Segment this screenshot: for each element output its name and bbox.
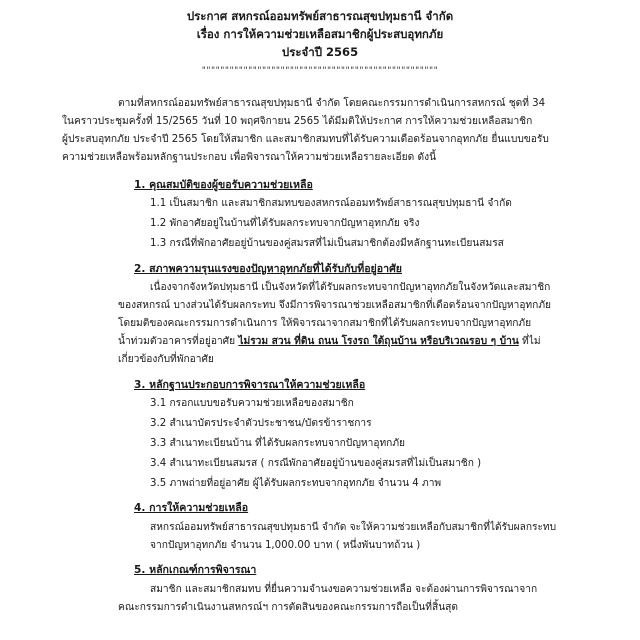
list-item: 1.1 เป็นสมาชิก และสมาชิกสมทบของสหกรณ์ออมทรัพย์สาธารณสุขปทุมธานี จำกัด bbox=[150, 198, 512, 209]
intro-line: ตามที่สหกรณ์ออมทรัพย์สาธารณสุขปทุมธานี จำกัด โดยคณะกรรมการดำเนินการสหกรณ์ ชุดที่ 34 bbox=[118, 98, 546, 109]
paragraph-line: คณะกรรมการดำเนินงานสหกรณ์ฯ การตัดสินของคณะกรรมการถือเป็นที่สิ้นสุด bbox=[118, 602, 459, 613]
list-item: 3.3 สำเนาทะเบียนบ้าน ที่ได้รับผลกระทบจากปัญหาอุทกภัย bbox=[150, 438, 406, 449]
section-heading-5: 5. หลักเกณฑ์การพิจารณา bbox=[134, 564, 257, 576]
paragraph-line: จากปัญหาอุทกภัย จำนวน 1,000.00 บาท ( หนึ่งพันบาทถ้วน ) bbox=[150, 540, 421, 551]
intro-line: ผู้ประสบอุทกภัย ประจำปี 2565 โดยให้สมาชิก และสมาชิกสมทบที่ได้รับความเดือดร้อนจากอุทกภัย ยื่นแบบขอรับ bbox=[62, 134, 549, 145]
section-heading-4: 4. การให้ความช่วยเหลือ bbox=[134, 502, 249, 514]
list-item: 3.1 กรอกแบบขอรับความช่วยเหลือของสมาชิก bbox=[150, 398, 354, 409]
paragraph-line: น้ำท่วมตัวอาคารที่อยู่อาศัย ไม่รวม สวน ที่ดิน ถนน โรงรถ ใต้ถุนบ้าน หรือบริเวณรอบ ๆ บ้าน ที่ไม่ bbox=[118, 336, 541, 347]
decorative-divider: """"""""""""""""""""""""""""""""""""""""""""""""""" bbox=[201, 66, 439, 76]
paragraph-line: สหกรณ์ออมทรัพย์สาธารณสุขปทุมธานี จำกัด จะให้ความช่วยเหลือกับสมาชิกที่ได้รับผลกระทบ bbox=[150, 522, 557, 533]
announcement-title: ประกาศ สหกรณ์ออมทรัพย์สาธารณสุขปทุมธานี จำกัด bbox=[186, 9, 454, 23]
intro-line: ในคราวประชุมครั้งที่ 15/2565 วันที่ 10 พฤศจิกายน 2565 ได้มีมติให้ประกาศ การให้ความช่วยเหลือสมาชิก bbox=[62, 116, 533, 127]
intro-line: ความช่วยเหลือพร้อมหลักฐานประกอบ เพื่อพิจารณาให้ความช่วยเหลือรายละเอียด ดังนี้ bbox=[62, 152, 437, 163]
announcement-year: ประจำปี 2565 bbox=[281, 45, 359, 59]
paragraph-line: โดยมติของคณะกรรมการดำเนินการ ให้พิจารณาจากสมาชิกที่ได้รับผลกระทบจากปัญหาอุทกภัย bbox=[118, 318, 532, 329]
section-heading-2: 2. สภาพความรุนแรงของปัญหาอุทกภัยที่ได้รับกับที่อยู่อาศัย bbox=[134, 263, 403, 275]
paragraph-line: สมาชิก และสมาชิกสมทบ ที่ยื่นความจำนงขอความช่วยเหลือ จะต้องผ่านการพิจารณาจาก bbox=[150, 584, 538, 595]
announcement-subject: เรื่อง การให้ความช่วยเหลือสมาชิกผู้ประสบอุทกภัย bbox=[196, 27, 444, 41]
section-heading-3: 3. หลักฐานประกอบการพิจารณาให้ความช่วยเหลือ bbox=[134, 379, 366, 391]
emphasis-text: ไม่รวม สวน ที่ดิน ถนน โรงรถ ใต้ถุนบ้าน หรือบริเวณรอบ ๆ บ้าน bbox=[238, 336, 519, 347]
paragraph-line: ของสหกรณ์ บางส่วนได้รับผลกระทบ จึงมีการพิจารณาช่วยเหลือสมาชิกที่เดือดร้อนจากปัญหาอุทกภัย bbox=[118, 300, 552, 311]
section-heading-1: 1. คุณสมบัติของผู้ขอรับความช่วยเหลือ bbox=[134, 179, 313, 191]
paragraph-line: เนื่องจากจังหวัดปทุมธานี เป็นจังหวัดที่ได้รับผลกระทบจากปัญหาอุทกภัยในจังหวัดและสมาชิก bbox=[150, 282, 551, 293]
list-item: 1.3 กรณีที่พักอาศัยอยู่บ้านของคู่สมรสที่ไม่เป็นสมาชิกต้องมีหลักฐานทะเบียนสมรส bbox=[150, 238, 504, 249]
list-item: 3.2 สำเนาบัตรประจำตัวประชาชน/บัตรข้าราชการ bbox=[150, 418, 372, 429]
list-item: 1.2 พักอาศัยอยู่ในบ้านที่ได้รับผลกระทบจากปัญหาอุทกภัย จริง bbox=[150, 218, 420, 229]
list-item: 3.5 ภาพถ่ายที่อยู่อาศัย ผู้ได้รับผลกระทบจากอุทกภัย จำนวน 4 ภาพ bbox=[150, 478, 442, 489]
list-item: 3.4 สำเนาทะเบียนสมรส ( กรณีพักอาศัยอยู่บ้านของคู่สมรสที่ไม่เป็นสมาชิก ) bbox=[150, 458, 482, 469]
paragraph-line: เกี่ยวข้องกับที่พักอาศัย bbox=[118, 354, 214, 365]
